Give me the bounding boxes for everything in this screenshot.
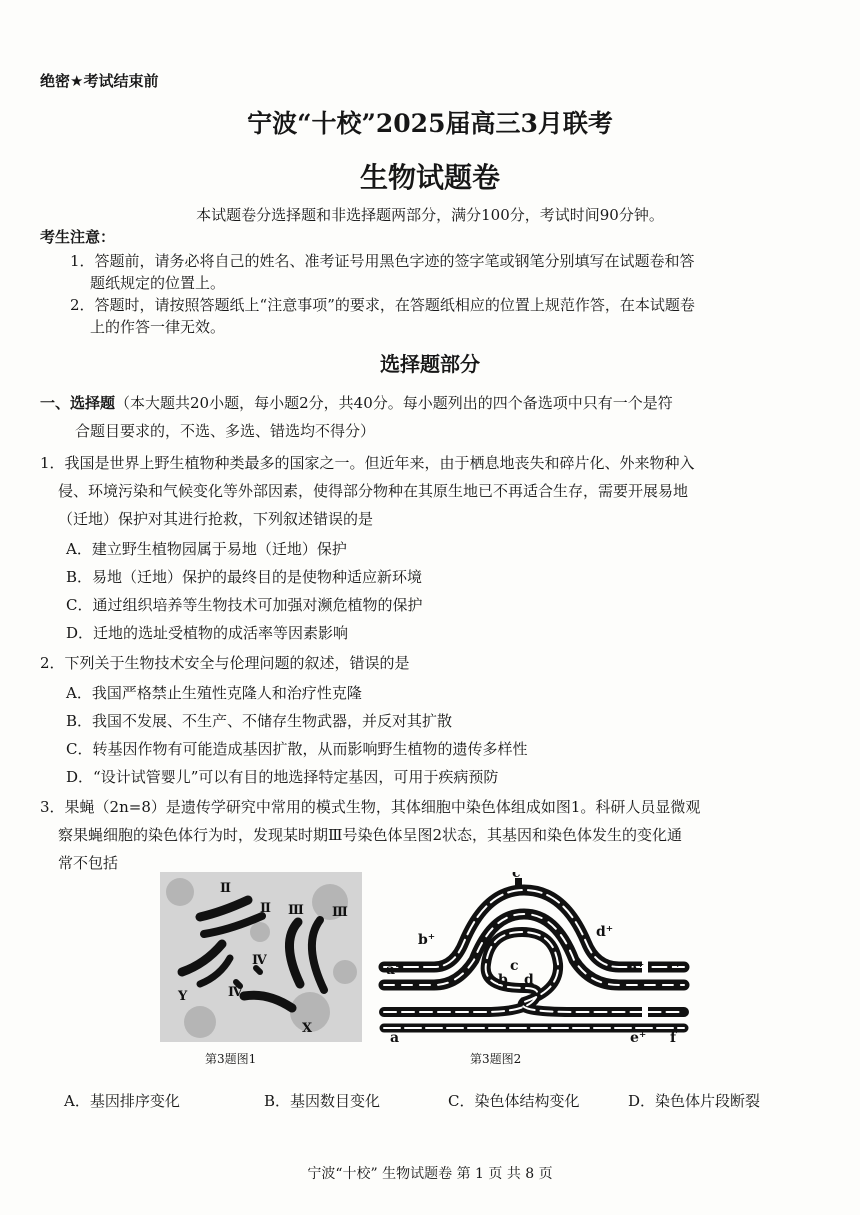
q1-option-d: D．迁地的选址受植物的成活率等因素影响: [66, 624, 349, 642]
page-footer: 宁波“十校” 生物试题卷 第 1 页 共 8 页: [307, 1166, 553, 1182]
gene-label-b-plus: b⁺: [418, 932, 436, 948]
notice-item-2: 2．答题时，请按照答题纸上“注意事项”的要求，在答题纸相应的位置上规范作答，在本试题卷: [70, 296, 695, 314]
gene-label-f-plus: f⁺: [668, 960, 682, 976]
fig1-label: X: [302, 1021, 313, 1036]
part-desc-cont: 合题目要求的，不选、多选、错选均不得分）: [75, 422, 376, 440]
inversion-loop-diagram: [374, 872, 694, 1042]
notice-item-1: 1．答题前，请务必将自己的姓名、准考证号用黑色字迹的签字笔或钢笔分别填写在试题卷和答: [70, 252, 695, 270]
q2-stem: 2．下列关于生物技术安全与伦理问题的叙述，错误的是: [40, 654, 410, 672]
gene-label-e-plus-top: e⁺: [628, 960, 645, 976]
q3-stem-2: 察果蝇细胞的染色体行为时，发现某时期Ⅲ号染色体呈图2状态，其基因和染色体发生的变化通: [58, 826, 683, 844]
gene-label-c: c: [510, 958, 519, 974]
q1-option-a: A．建立野生植物园属于易地（迁地）保护: [66, 540, 347, 558]
notice-item-2-cont: 上的作答一律无效。: [90, 318, 226, 336]
q3-option-b: B．基因数目变化: [264, 1092, 381, 1110]
q3-option-a: A．基因排序变化: [64, 1092, 180, 1110]
fig1-label: Ⅳ: [252, 953, 267, 968]
gene-label-d-plus: d⁺: [596, 924, 614, 940]
gene-label-e-plus-bottom: e⁺: [630, 1030, 647, 1042]
part-heading: [40, 392, 673, 413]
q1-stem-3: （迁地）保护对其进行抢救，下列叙述错误的是: [58, 510, 374, 528]
gene-label-a: a: [390, 1030, 400, 1042]
fig1-label: Ⅲ: [288, 903, 304, 918]
inversion-loop-figure: [374, 872, 694, 1042]
paper-title: 生物试题卷: [359, 161, 500, 194]
fig1-caption: 第3题图1: [205, 1052, 257, 1066]
q2-option-a: A．我国严格禁止生殖性克隆人和治疗性克隆: [66, 684, 362, 702]
fig1-label: Y: [178, 989, 188, 1004]
notice-item-1-cont: 题纸规定的位置上。: [90, 274, 226, 292]
gene-label-b: b: [498, 972, 508, 988]
fig1-label: Ⅳ: [228, 985, 243, 1000]
part-label: 一、选择题: [40, 394, 116, 412]
q1-stem-2: 侵、环境污染和气候变化等外部因素，使得部分物种在其原生地已不再适合生存，需要开展易地: [58, 482, 689, 500]
fig1-label: Ⅲ: [332, 905, 348, 920]
karyotype-figure: [160, 872, 362, 1042]
karyotype-image: [160, 872, 362, 1042]
q2-option-d: D．“设计试管婴儿”可以有目的地选择特定基因，可用于疾病预防: [66, 768, 499, 786]
q3-option-c: C．染色体结构变化: [448, 1092, 580, 1110]
fig1-label: Ⅱ: [220, 881, 231, 896]
gene-label-f: f: [670, 1030, 677, 1042]
gene-label-c-plus: c⁺: [512, 872, 528, 881]
section-title: 选择题部分: [380, 352, 480, 376]
q2-option-b: B．我国不发展、不生产、不储存生物武器，并反对其扩散: [66, 712, 453, 730]
fig2-caption: 第3题图2: [470, 1052, 522, 1066]
exam-title: 宁波“十校”2025届高三3月联考: [247, 109, 613, 138]
notice-heading: 考生注意：: [40, 228, 116, 246]
q1-option-b: B．易地（迁地）保护的最终目的是使物种适应新环境: [66, 568, 423, 586]
part-desc: （本大题共20小题，每小题2分，共40分。每小题列出的四个备选项中只有一个是符: [115, 394, 673, 412]
q3-option-d: D．染色体片段断裂: [628, 1092, 761, 1110]
secret-mark: 绝密★考试结束前: [40, 72, 159, 90]
q2-option-c: C．转基因作物有可能造成基因扩散，从而影响野生植物的遗传多样性: [66, 740, 528, 758]
gene-label-d: d: [524, 972, 534, 988]
q1-option-c: C．通过组织培养等生物技术可加强对濒危植物的保护: [66, 596, 423, 614]
intro-text: 本试题卷分选择题和非选择题两部分，满分100分，考试时间90分钟。: [196, 206, 664, 224]
q1-stem: 1．我国是世界上野生植物种类最多的国家之一。但近年来，由于栖息地丧失和碎片化、外来物种入: [40, 454, 695, 472]
fig1-label: Ⅱ: [260, 901, 271, 916]
q3-stem-3: 常不包括: [58, 854, 119, 872]
gene-label-a-plus: a⁺: [386, 962, 403, 978]
q3-stem: 3．果蝇（2n=8）是遗传学研究中常用的模式生物，其体细胞中染色体组成如图1。科研人员显微观: [40, 798, 701, 816]
